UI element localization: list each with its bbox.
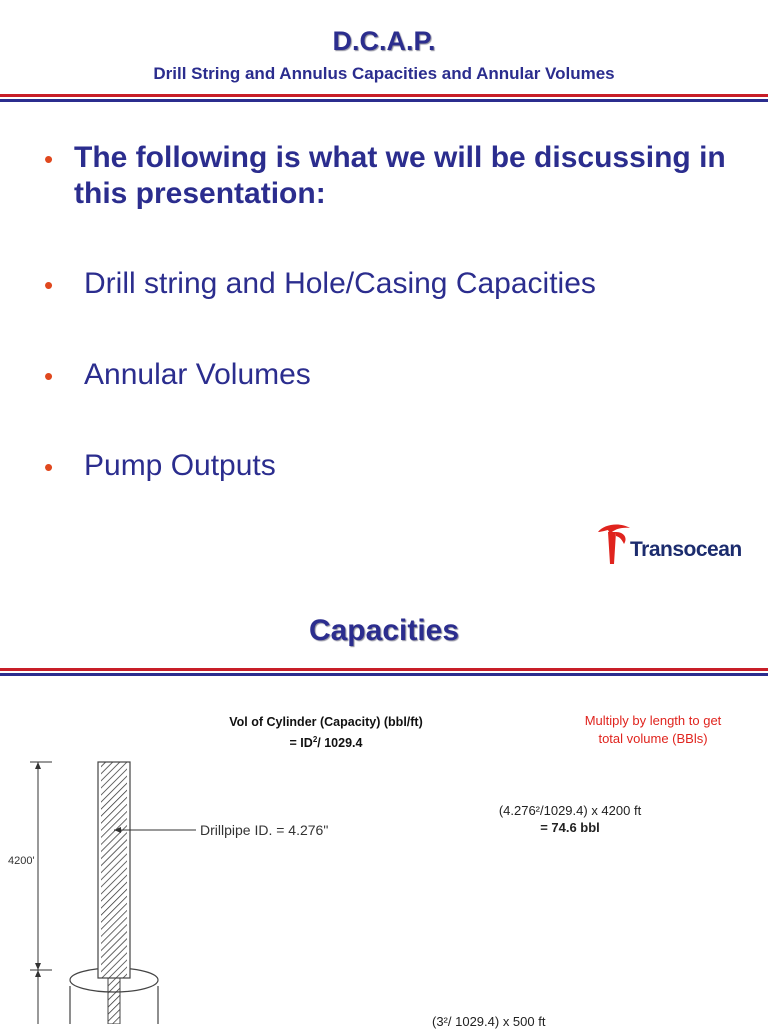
formula-prefix: = ID [289, 736, 313, 751]
divider-red [0, 668, 768, 671]
capacity-formula [196, 714, 456, 752]
calc-result: = 74.6 bbl [540, 820, 600, 835]
divider-red [0, 94, 768, 97]
bullet-item-text: Drill string and Hole/Casing Capacities [84, 267, 596, 300]
slide-title: D.C.A.P. [332, 26, 436, 56]
bullet-item-text: Pump Outputs [84, 449, 276, 482]
bullet-item [44, 448, 748, 484]
bullet-item [44, 357, 748, 393]
formula-suffix: / 1029.4 [317, 736, 363, 751]
drillpipe-calculation [470, 802, 670, 836]
length-note: Multiply by length to get total volume (BBls) [584, 713, 722, 746]
slide-subtitle: Drill String and Annulus Capacities and Annular Volumes [153, 64, 615, 83]
transocean-logo [596, 522, 766, 568]
drillpipe-id-label: Drillpipe ID. = 4.276" [200, 822, 329, 838]
calc-line: (4.276²/1029.4) x 4200 ft [498, 803, 642, 818]
slide-title: Capacities [308, 614, 460, 647]
bullet-item-text: Annular Volumes [84, 358, 311, 391]
divider-blue [0, 673, 768, 676]
bullet-icon: • [44, 361, 54, 391]
formula-line-1: Vol of Cylinder (Capacity) (bbl/ft) [229, 715, 423, 729]
drillpipe-diagram [0, 754, 200, 1024]
bullet-icon: • [44, 270, 54, 300]
casing-calculation: (3²/ 1029.4) x 500 ft [432, 1014, 546, 1029]
length-label: 4200' [8, 855, 35, 867]
slide-capacities [0, 600, 768, 1029]
bullet-icon: • [44, 144, 54, 174]
divider-blue [0, 99, 768, 102]
formula-line-2 [196, 731, 456, 752]
bullet-item [44, 266, 748, 302]
formula-superscript: 2 [312, 735, 318, 744]
bullet-icon: • [44, 452, 54, 482]
bullet-lead-text: The following is what we will be discussing in this presentation: [74, 141, 726, 210]
bullet-lead [44, 140, 748, 212]
logo-wordmark: Transocean [630, 538, 742, 561]
